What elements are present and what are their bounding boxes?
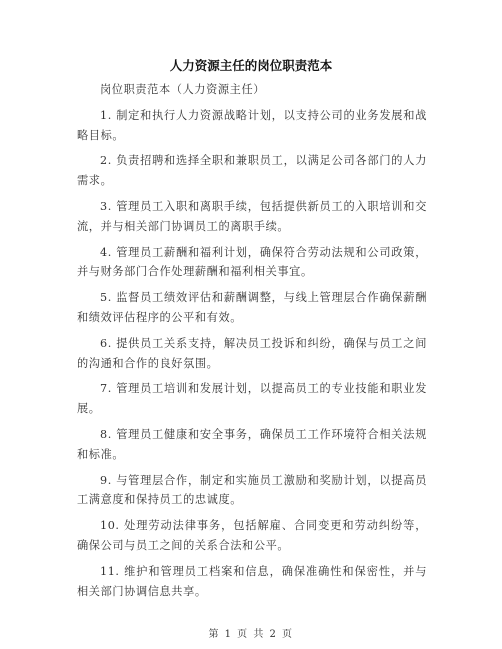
document-title: 人力资源主任的岗位职责范本 <box>169 58 333 73</box>
duty-item-4: 4. 管理员工薪酬和福利计划，确保符合劳动法规和公司政策，并与财务部门合作处理薪酬和福利相关事宜。 <box>77 245 427 279</box>
duty-item-5: 5. 监督员工绩效评估和薪酬调整，与线上管理层合作确保薪酬和绩效评估程序的公平和有效。 <box>77 291 427 324</box>
duty-item-6: 6. 提供员工关系支持，解决员工投诉和纠纷，确保与员工之间的沟通和合作的良好氛围。 <box>77 336 427 370</box>
duty-item-8: 8. 管理员工健康和安全事务，确保员工工作环境符合相关法规和标准。 <box>77 427 427 461</box>
duty-item-1: 1. 制定和执行人力资源战略计划，以支持公司的业务发展和战略目标。 <box>77 108 427 142</box>
duty-item-11: 11. 维护和管理员工档案和信息，确保准确性和保密性，并与相关部门协调信息共享。 <box>77 564 427 598</box>
duty-item-9: 9. 与管理层合作，制定和实施员工激励和奖励计划，以提高员工满意度和保持员工的忠诚度。 <box>77 473 427 507</box>
document-subtitle: 岗位职责范本（人力资源主任） <box>100 83 266 96</box>
document-body <box>77 80 427 607</box>
page-number: 第 1 页 共 2 页 <box>208 629 294 640</box>
duty-item-2: 2. 负责招聘和选择全职和兼职员工，以满足公司各部门的人力需求。 <box>77 154 427 188</box>
duty-item-10: 10. 处理劳动法律事务，包括解雇、合同变更和劳动纠纷等，确保公司与员工之间的关系合法和公平。 <box>77 519 427 552</box>
duty-item-7: 7. 管理员工培训和发展计划，以提高员工的专业技能和职业发展。 <box>77 382 427 416</box>
duty-item-3: 3. 管理员工入职和离职手续，包括提供新员工的入职培训和交流，并与相关部门协调员工的离职手续。 <box>77 199 427 233</box>
